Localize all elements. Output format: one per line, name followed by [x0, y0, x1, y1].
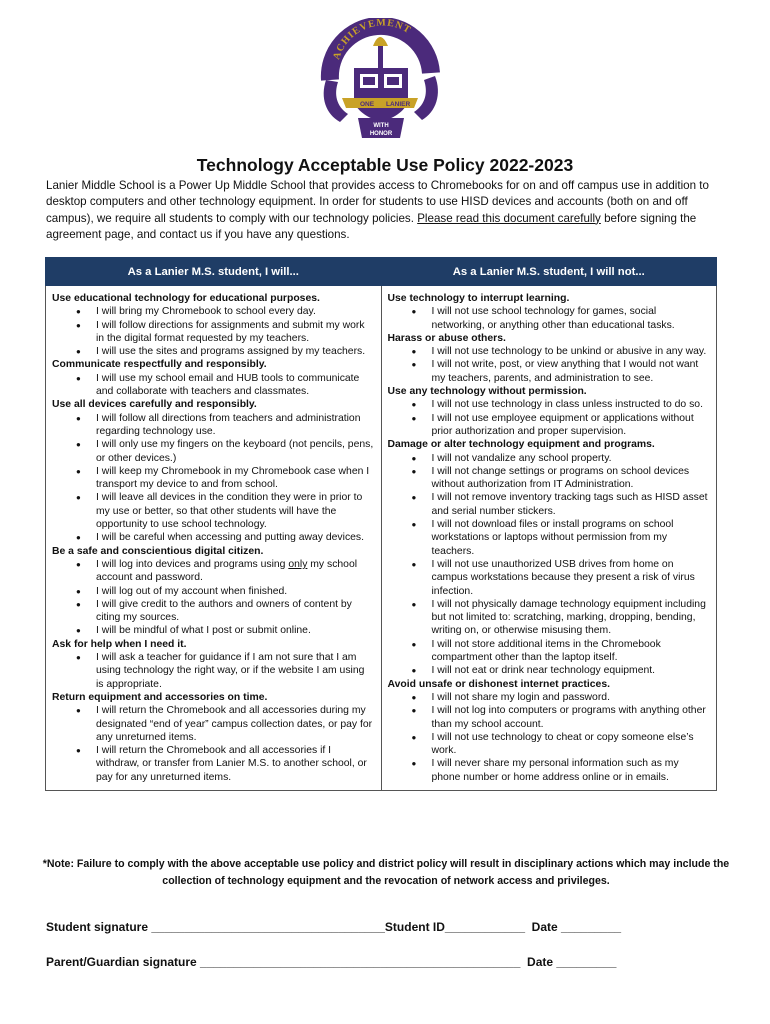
section-heading: Be a safe and conscientious digital citizen.	[52, 545, 264, 557]
list-item-text: my school account and password.	[96, 558, 358, 584]
list-item: ● I will keep my Chromebook in my Chromebook case when I transport my device to and from school.	[96, 465, 375, 492]
list-item: ● I will ask a teacher for guidance if I am not sure that I am using technology the right way, or if the website I am using is appropriate.	[96, 651, 375, 691]
list-item-text: I will log into devices and programs using	[96, 558, 289, 570]
list-item: ● I will not use school technology for games, social networking, or anything other than educational tasks.	[432, 305, 711, 332]
crest-ribbon-left: ONE	[360, 101, 375, 108]
list-item: ● I will not write, post, or view anything that I would not want my teachers, parents, and administration to see.	[432, 358, 711, 385]
crest-banner-text-2: HONOR	[369, 131, 393, 137]
section-heading: Communicate respectfully and responsibly.	[52, 359, 267, 371]
section-heading: Use all devices carefully and responsibly.	[52, 399, 257, 411]
list-item: ● I will follow all directions from teachers and administration regarding technology use.	[96, 412, 375, 439]
student-signature-line[interactable]: Student signature ___________________________________Student ID____________ Date _________	[46, 920, 622, 934]
list-item	[96, 558, 375, 585]
section-heading: Ask for help when I need it.	[52, 638, 187, 650]
section-heading: Return equipment and accessories on time.	[52, 691, 268, 703]
will-column	[46, 286, 382, 791]
list-item: ● I will use my school email and HUB tools to communicate and collaborate with teachers and classmates.	[96, 372, 375, 399]
list-item: ● I will never share my personal information such as my phone number or home address online or in emails.	[432, 757, 711, 784]
col-header-will: As a Lanier M.S. student, I will...	[46, 258, 382, 286]
page-title: Technology Acceptable Use Policy 2022-2023	[196, 155, 574, 175]
section-heading: Use any technology without permission.	[387, 386, 587, 398]
list-item: ● I will not share my login and password.	[432, 691, 711, 704]
list-item: ● I will not store additional items in the Chromebook compartment other than the laptop itself.	[432, 638, 711, 665]
note-paragraph	[30, 856, 742, 889]
list-item: ● I will log out of my account when finished.	[96, 585, 375, 598]
list-item: ● I will bring my Chromebook to school every day.	[96, 305, 375, 318]
intro-text-end: before signing the agreement page, and contact us if you have any questions.	[46, 211, 697, 241]
parent-signature-line[interactable]: Parent/Guardian signature ________________________________________________ Date _________	[46, 955, 617, 969]
note-text: Failure to comply with the above acceptable use policy and district policy will result in disciplinary actions which may include the collection of technology equipment and the revocation of network access and privileges.	[76, 858, 730, 887]
list-item: ● I will not use unauthorized USB drives from home on campus workstations because they present a risk of virus infection.	[432, 558, 711, 598]
list-item: ● I will not use technology to be unkind or abusive in any way.	[432, 345, 711, 358]
list-item: ● I will not use technology to cheat or copy someone else’s work.	[432, 731, 711, 758]
policy-table	[45, 257, 717, 791]
list-item: ● I will not remove inventory tracking tags such as HISD asset and serial number stickers.	[432, 491, 711, 518]
crest-banner-text-1: WITH	[373, 123, 389, 129]
list-item: ● I will not eat or drink near technology equipment.	[432, 664, 711, 677]
list-item: ● I will not use technology in class unless instructed to do so.	[432, 398, 711, 411]
list-item: ● I will only use my fingers on the keyboard (not pencils, pens, or other devices.)	[96, 438, 375, 465]
section-heading: Damage or alter technology equipment and programs.	[387, 439, 655, 451]
crest-ribbon-right: LANIER	[386, 101, 411, 108]
list-item: ● I will leave all devices in the condition they were in prior to my use or better, so that other students will have the opportunity to use school technology.	[96, 491, 375, 531]
intro-paragraph	[46, 178, 718, 243]
list-item: ● I will not vandalize any school property.	[432, 452, 711, 465]
school-crest-logo	[318, 18, 443, 140]
list-item: ● I will not physically damage technology equipment including but not limited to: scratching, marking, dropping, bending, writing on, or otherwise misusing them.	[432, 598, 711, 638]
list-item: ● I will not log into computers or programs with anything other than my school account.	[432, 704, 711, 731]
crest-arch-text: ACHIEVEMENT	[331, 18, 413, 62]
intro-underlined-text: Please read this document carefully	[417, 211, 601, 225]
list-item: ● I will return the Chromebook and all accessories during my designated “end of year” campus collection dates, or pay for any unreturned items.	[96, 704, 375, 744]
list-item: ● I will be mindful of what I post or submit online.	[96, 624, 375, 637]
list-item: ● I will not use employee equipment or applications without prior authorization and proper supervision.	[432, 412, 711, 439]
list-item: ● I will be careful when accessing and putting away devices.	[96, 531, 375, 544]
list-item: ● I will not change settings or programs on school devices without authorization from IT Administration.	[432, 465, 711, 492]
list-item: ● I will return the Chromebook and all accessories if I withdraw, or transfer from Lanier M.S. to another school, or pay for any unreturned items.	[96, 744, 375, 784]
list-item: ● I will give credit to the authors and owners of content by citing my sources.	[96, 598, 375, 625]
list-item: ● I will use the sites and programs assigned by my teachers.	[96, 345, 375, 358]
section-heading: Use technology to interrupt learning.	[387, 293, 570, 304]
section-heading: Avoid unsafe or dishonest internet practices.	[387, 678, 610, 690]
section-heading: Harass or abuse others.	[387, 332, 506, 344]
underlined-word: only	[288, 558, 308, 570]
list-item: ● I will follow directions for assignments and submit my work in the digital format requested by my teachers.	[96, 319, 375, 346]
section-heading: Use educational technology for educational purposes.	[52, 293, 320, 304]
note-lead: *Note:	[42, 858, 77, 870]
col-header-will-not: As a Lanier M.S. student, I will not...	[381, 258, 717, 286]
intro-text: Lanier Middle School is a Power Up Middle School that provides access to Chromebooks for on and off campus use in addition to desktop computers and other technology equipment. In order for students to use HISD devices and accounts (both on and off campus), we require all students to comply with our technology policies.	[46, 179, 709, 225]
will-not-column	[381, 286, 717, 791]
list-item: ● I will not download files or install programs on school workstations or laptops without permission from my teachers.	[432, 518, 711, 558]
